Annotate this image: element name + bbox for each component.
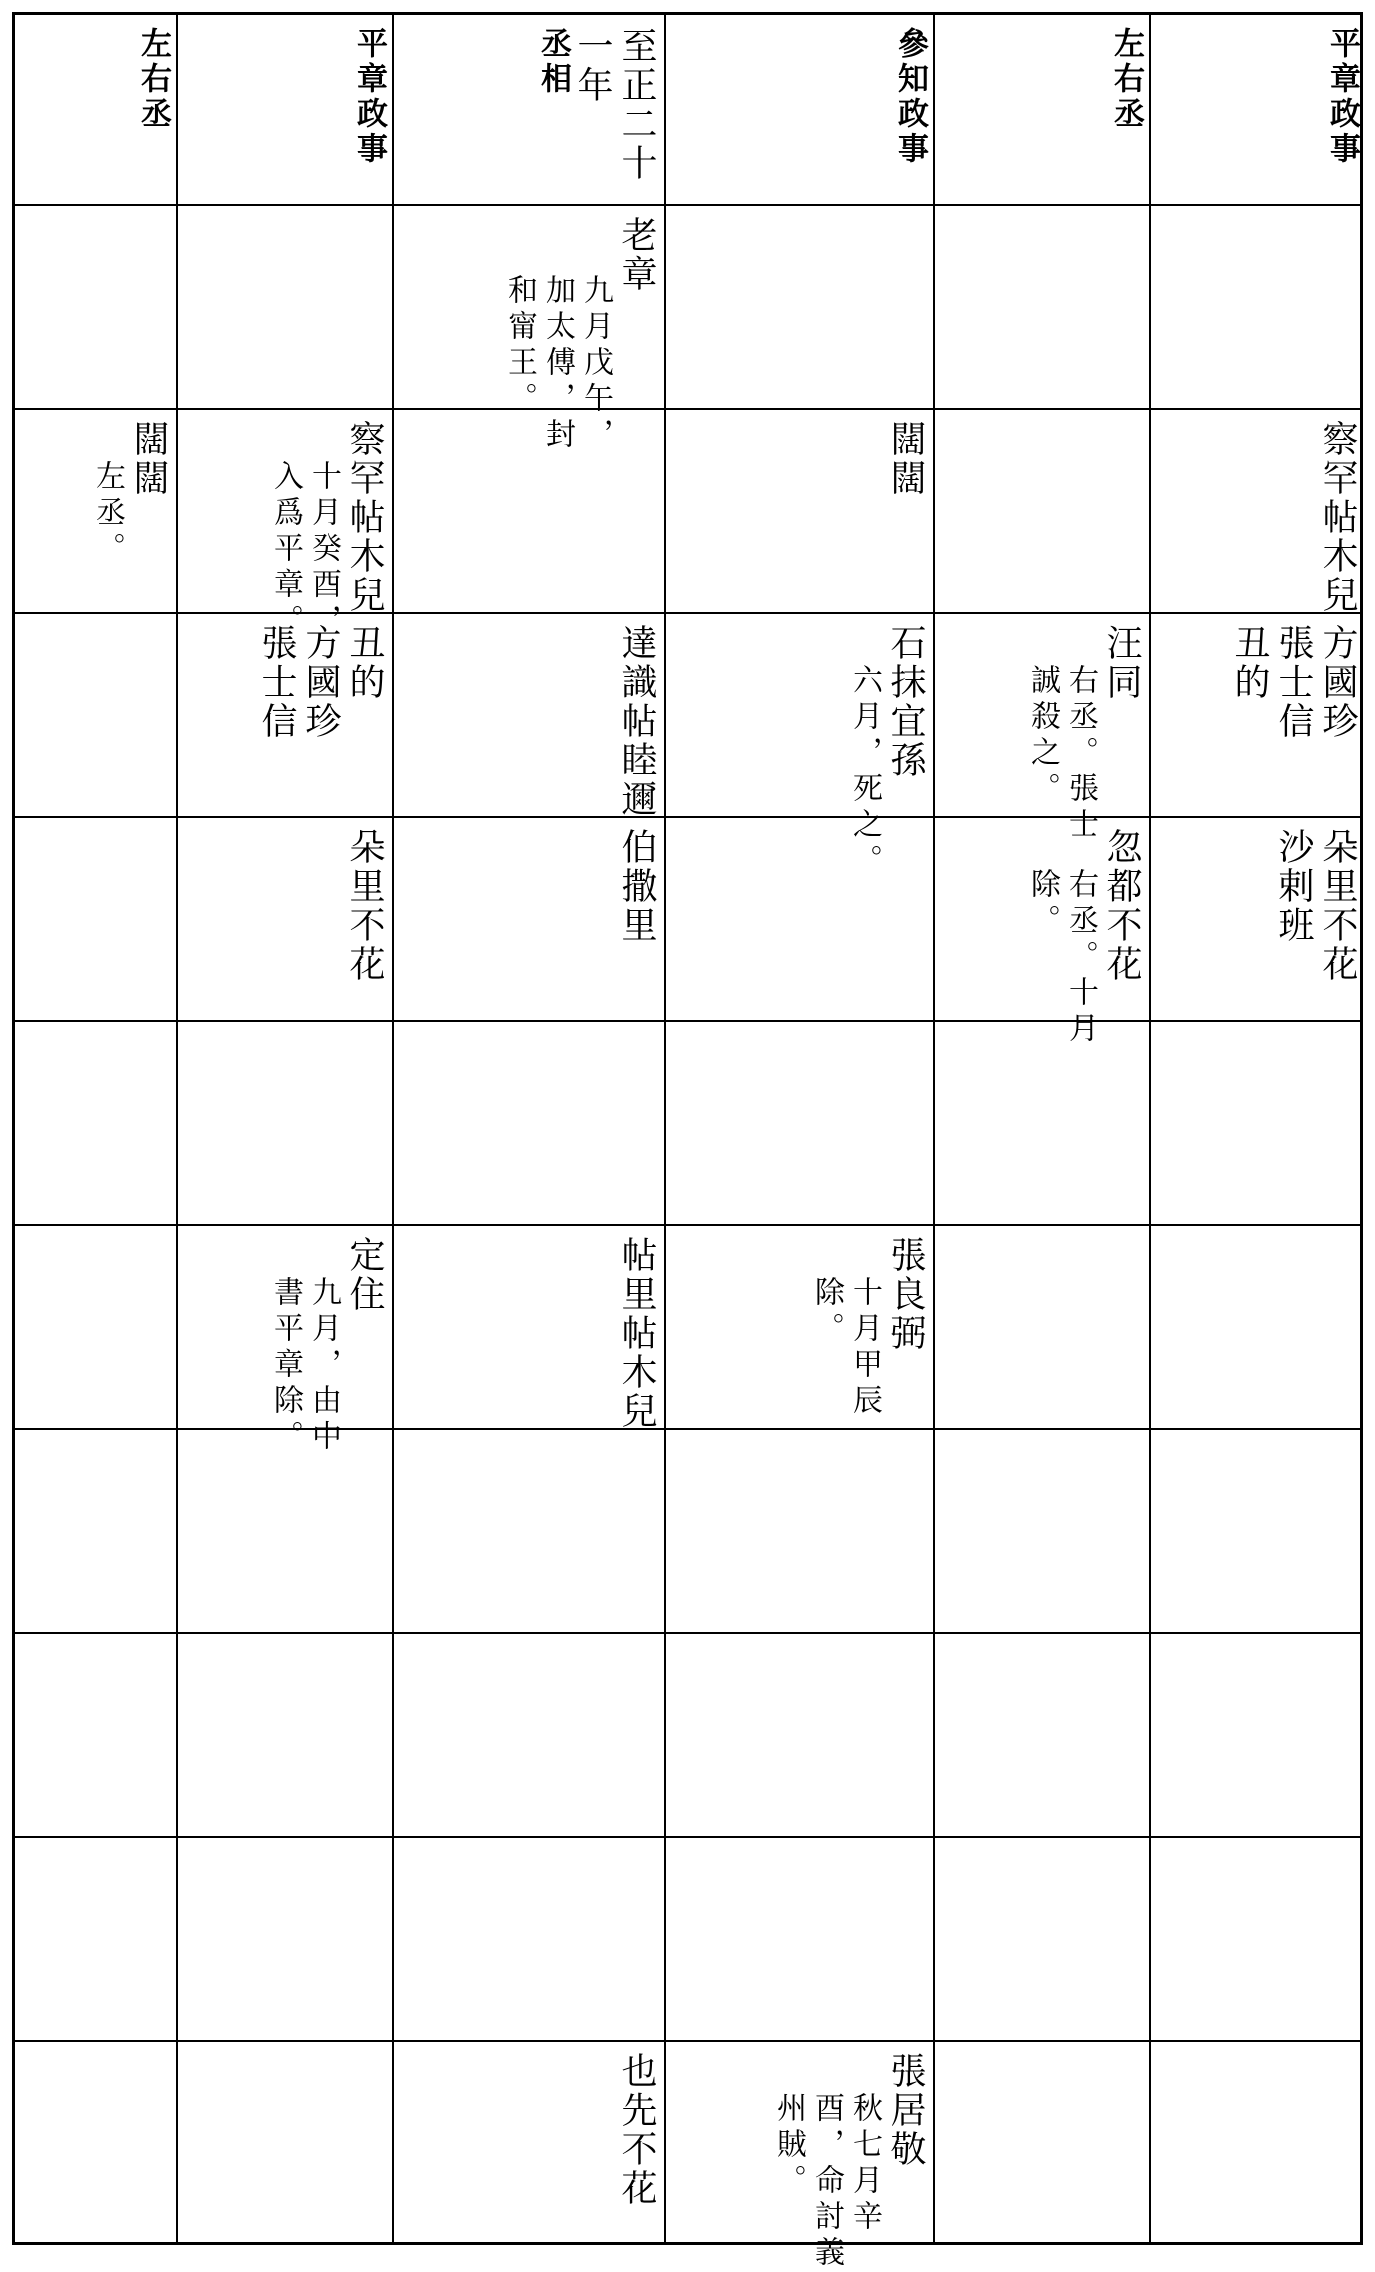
table-cell <box>1149 612 1365 816</box>
table-cell <box>176 1224 392 1456</box>
official-table <box>12 12 1363 2272</box>
note: 九月戊午， <box>578 274 613 454</box>
table-cell <box>1149 816 1365 1020</box>
row-divider <box>15 1632 1360 1634</box>
header-cell <box>664 15 933 204</box>
official-name: 張居敬 <box>885 2052 926 2169</box>
table-cell <box>664 1224 933 1428</box>
header-pingzhang-2: 平章政事 <box>351 27 387 167</box>
year-label-2: 一年 <box>572 27 613 105</box>
row-divider <box>15 1020 1360 1022</box>
official-name: 忽都不花 <box>1101 828 1142 984</box>
note: 州賊。 <box>771 2092 806 2200</box>
official-name: 定住 <box>344 1236 385 1314</box>
note: 六月，死之。 <box>847 664 882 880</box>
column-divider <box>176 15 178 2242</box>
header-zuoyoucheng-2: 左右丞 <box>135 27 171 132</box>
header-chengxiang: 丞相 <box>535 27 571 97</box>
official-name: 方國珍 <box>300 624 341 741</box>
header-cell <box>15 15 176 204</box>
column-divider <box>933 15 935 2242</box>
official-name: 朵里不花 <box>344 828 385 984</box>
table-cell <box>392 816 664 1020</box>
official-name: 闊闊 <box>885 420 926 498</box>
table-cell <box>664 408 933 612</box>
official-name: 丑的 <box>344 624 385 702</box>
official-name: 張良弼 <box>885 1236 926 1353</box>
official-name: 丑的 <box>1229 624 1270 702</box>
note: 秋七月辛 <box>847 2092 882 2236</box>
official-name: 朵里不花 <box>1317 828 1358 984</box>
table-cell <box>664 612 933 880</box>
note: 除。 <box>1025 868 1060 940</box>
note: 除。 <box>809 1276 844 1348</box>
official-name: 張士信 <box>1273 624 1314 741</box>
header-cell <box>933 15 1149 204</box>
header-cell <box>392 15 664 204</box>
table-cell <box>933 612 1149 844</box>
note: 入爲平章。 <box>268 460 303 640</box>
official-name: 察罕帖木兒 <box>1317 420 1358 615</box>
year-label: 至正二十 <box>616 27 657 183</box>
note: 九月，由中 <box>306 1276 341 1456</box>
row-divider <box>15 1428 1360 1430</box>
note: 誠殺之。 <box>1025 664 1060 808</box>
table-cell <box>176 612 392 816</box>
table-cell <box>664 2040 933 2272</box>
note: 酉，命討義 <box>809 2092 844 2272</box>
official-name: 石抹宜孫 <box>885 624 926 780</box>
row-divider <box>15 204 1360 206</box>
official-name: 闊闊 <box>128 420 169 498</box>
official-name: 帖里帖木兒 <box>616 1236 657 1431</box>
official-name: 伯撒里 <box>616 828 657 945</box>
note: 十月甲辰 <box>847 1276 882 1420</box>
note: 左丞。 <box>90 460 125 568</box>
table-cell <box>933 816 1149 1048</box>
header-cell <box>176 15 392 204</box>
table-cell <box>1149 408 1365 615</box>
header-cell <box>1149 15 1365 204</box>
table-cell <box>392 204 664 454</box>
row-divider <box>15 1836 1360 1838</box>
table-cell <box>392 612 664 819</box>
official-name: 老章 <box>616 216 657 294</box>
table-cell <box>392 1224 664 1431</box>
official-name: 張士信 <box>256 624 297 741</box>
note: 十月癸酉， <box>306 460 341 640</box>
table-cell <box>392 2040 664 2245</box>
official-name: 沙剌班 <box>1273 828 1314 945</box>
table-cell <box>176 408 392 640</box>
table-cell <box>176 816 392 1020</box>
header-zuoyoucheng: 左右丞 <box>1108 27 1144 132</box>
official-name: 汪同 <box>1101 624 1142 702</box>
official-name: 也先不花 <box>616 2052 657 2208</box>
official-name: 方國珍 <box>1317 624 1358 741</box>
note: 加太傅，封 <box>540 274 575 454</box>
table-cell <box>15 408 176 612</box>
column-divider <box>1149 15 1151 2242</box>
official-name: 察罕帖木兒 <box>344 420 385 615</box>
note: 右丞。張士 <box>1063 664 1098 844</box>
header-canzhi: 參知政事 <box>892 27 928 167</box>
note: 和甯王。 <box>502 274 537 418</box>
official-name: 達識帖睦邇 <box>616 624 657 819</box>
note: 書平章除。 <box>268 1276 303 1456</box>
header-pingzhang: 平章政事 <box>1324 27 1360 167</box>
column-divider <box>664 15 666 2242</box>
note: 右丞。十月 <box>1063 868 1098 1048</box>
